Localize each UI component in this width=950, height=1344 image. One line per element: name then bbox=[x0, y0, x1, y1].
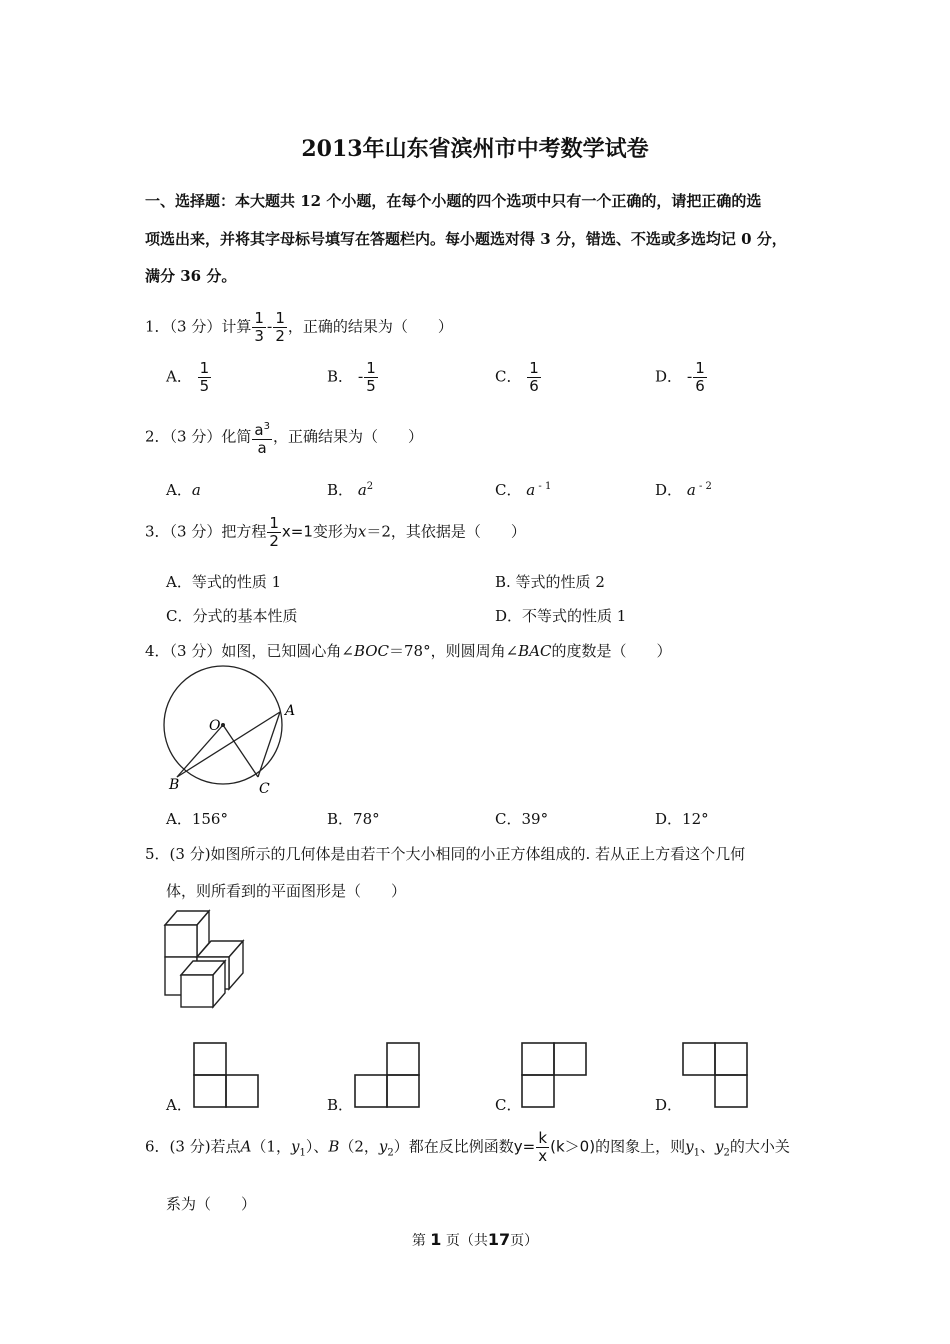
q4-option-a: A．156° bbox=[166, 810, 228, 828]
q2-fraction: $\frac{a^3}{a}$ bbox=[252, 418, 272, 457]
section-heading-line3: 满分 36 分。 bbox=[145, 267, 237, 285]
q3-option-a: A．等式的性质 1 bbox=[166, 573, 282, 591]
q1-minus: - bbox=[266, 317, 273, 336]
question-4: 4．（3 分）如图，已知圆心角∠BOC＝78°，则圆周角∠BAC的度数是（ ） bbox=[145, 642, 672, 660]
question-1 bbox=[145, 310, 453, 345]
question-2: 2．（3 分）化简 $\frac{a^3}{a}$ ，正确结果为（ ） bbox=[145, 418, 423, 457]
page-number: 1 bbox=[430, 1230, 442, 1249]
q2-option-c: C． a $^{- 1}$ bbox=[495, 481, 552, 499]
question-3: 3．（3 分）把方程 $\frac{1}{2}$ x=1变形为x＝2，其依据是（ ） bbox=[145, 514, 526, 550]
q5-option-c-figure bbox=[521, 1042, 589, 1110]
q5-option-b-figure bbox=[354, 1042, 422, 1110]
q5-option-c-label: C． bbox=[495, 1096, 522, 1114]
q1-prefix: 1．（3 分）计算 bbox=[145, 317, 252, 336]
q1-option-c: C． $\frac{1}{6}$ bbox=[495, 359, 539, 395]
q2-option-a: A．a bbox=[166, 481, 201, 499]
q1-option-b: B． - $\frac{1}{5}$ bbox=[327, 359, 376, 395]
q1-tail: ，正确的结果为（ ） bbox=[287, 317, 453, 336]
q4-option-d: D．12° bbox=[655, 810, 709, 828]
q5-option-b-label: B． bbox=[327, 1096, 354, 1114]
label-b: B bbox=[169, 777, 180, 793]
page-footer: 第 1 页（共17页） bbox=[411, 1230, 539, 1249]
label-o: O bbox=[209, 718, 221, 734]
circle-diagram bbox=[155, 665, 305, 800]
question-5-line2: 体，则所看到的平面图形是（ ） bbox=[166, 882, 407, 900]
cube-solid-figure bbox=[160, 905, 250, 1015]
page-title: 2013年山东省滨州市中考数学试卷 bbox=[301, 136, 649, 162]
q2-option-d: D． a $^{- 2}$ bbox=[655, 481, 712, 499]
q4-option-b: B．78° bbox=[327, 810, 380, 828]
label-a: A bbox=[285, 703, 296, 719]
section-heading-line2: 项选出来，并将其字母标号填写在答题栏内。每小题选对得 3 分，错选、不选或多选均记 0 分， bbox=[145, 230, 787, 248]
q1-option-d: D． - $\frac{1}{6}$ bbox=[655, 359, 705, 395]
q1-fraction-1: $\frac{1}{3}$ bbox=[254, 309, 264, 345]
q3-option-c: C．分式的基本性质 bbox=[166, 607, 298, 625]
q4-option-c: C．39° bbox=[495, 810, 549, 828]
question-6-line2: 系为（ ） bbox=[166, 1195, 257, 1213]
q2-option-b: B． $a^2$ bbox=[327, 481, 374, 499]
section-heading-line1: 一、选择题：本大题共 12 个小题，在每个小题的四个选项中只有一个正确的，请把正确的选 bbox=[145, 192, 762, 210]
question-5-line1: 5．(3 分)如图所示的几何体是由若干个大小相同的小正方体组成的. 若从正上方看这个几何 bbox=[145, 845, 746, 863]
q5-option-a-figure bbox=[193, 1042, 261, 1110]
question-6-line1: 6．(3 分)若点A（1，$y_1$）、B（2，$y_2$）都在反比例函数y= $\frac{k}{x}$ (k＞0)的图象上，则$y_1$、$y_2$的大小关 bbox=[145, 1129, 790, 1165]
q3-option-d: D．不等式的性质 1 bbox=[495, 607, 627, 625]
label-c: C bbox=[259, 781, 270, 797]
q5-option-d-figure bbox=[682, 1042, 750, 1110]
q5-option-d-label: D． bbox=[655, 1096, 683, 1114]
q3-option-b: B. 等式的性质 2 bbox=[495, 573, 605, 591]
q5-option-a-label: A． bbox=[166, 1096, 192, 1114]
total-pages: 17 bbox=[487, 1230, 511, 1249]
q1-fraction-2: $\frac{1}{2}$ bbox=[275, 309, 285, 345]
q1-option-a: A． $\frac{1}{5}$ bbox=[166, 359, 210, 395]
